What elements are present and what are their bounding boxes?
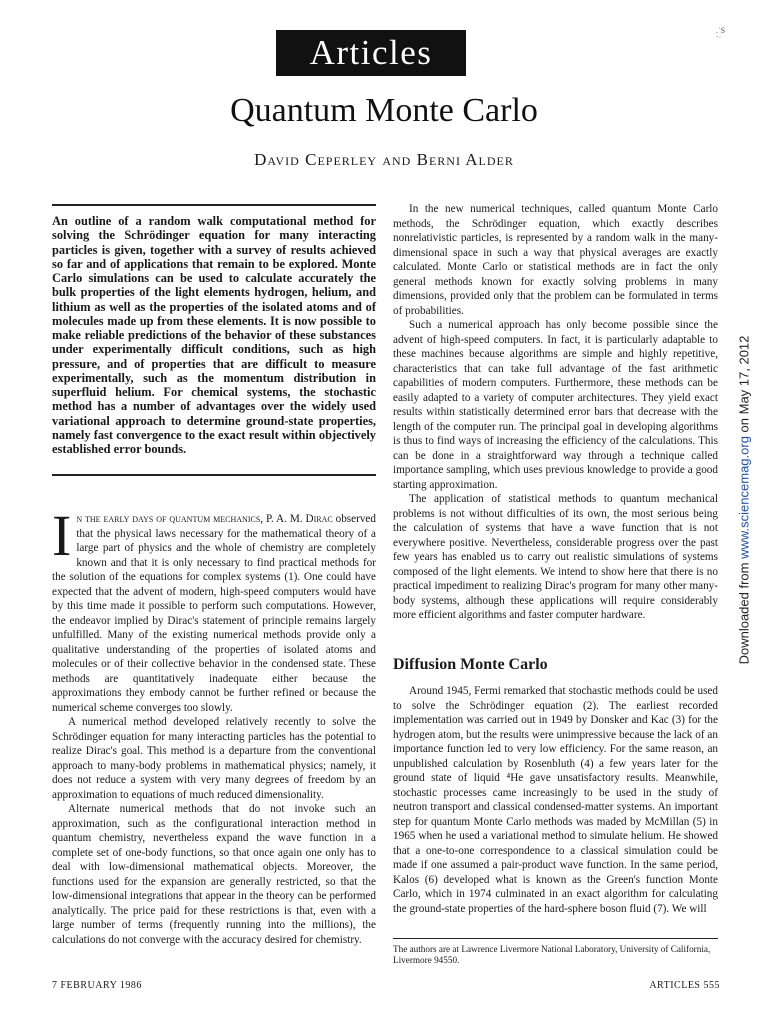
download-watermark [735, 300, 752, 700]
intro-paragraph-rest: observed that the physical laws necessary for the mathematical theory of a large part of physics and the whole of chemistry are completely known and that it is only necessary to find practical methods for the solution of the equations for complex systems (1). One could have expected that the advent of modern, high-speed computers would have by this time made it possible to perform such computations. However, the endeavor implied by Dirac's statement of principle remains largely unfulfilled. Many of the existing numerical methods provide only a qualitative understanding of the properties of isolated atoms and molecules or of their collective behavior in the condensed state. These methods are quantitatively inadequate either because the approximations they embody cannot be further refined or because the numerical scheme converges too slowly. [52, 513, 376, 714]
article-title: Quantum Monte Carlo [230, 92, 538, 129]
watermark-link[interactable]: www.sciencemag.org [736, 436, 751, 559]
body-paragraph: Alternate numerical methods that do not invoke such an approximation, such as the configurational interaction method in quantum chemistry, nevertheless expand the wave function in a complete set of one-body functions, so that once again one only has to deal with low-dimensional mathematical objects. Moreover, the functions used for the expansion are generally restricted, so that the low-dimensional integrations that appear in the theory can be performed analytically. The price paid for these restrictions is that, even with a large number of terms (frequently running into the millions), the calculations do not converge with the accuracy desired for chemistry. [52, 803, 376, 946]
corner-mark: .˙S `˙ [716, 26, 726, 44]
body-paragraph: Such a numerical approach has only become possible since the advent of high-speed computers. In fact, it is particularly adaptable to these machines because algorithms are simple and highly repetitive, characteristics that can take full advantage of the fast arithmetic capabilities of modern computers. Furthermore, these methods can be easily adapted to a variety of computer architectures. They yield exact results within statistically determined error bars that decrease with the length of the computer run. The principal goal in developing algorithms is thus to find ways of increasing the efficiency of the calculations. This can be done in a straightforward way through a technique called importance sampling, which uses previous knowledge to provide a good starting approximation. [393, 319, 718, 491]
abstract-bottom-rule [52, 474, 376, 476]
section-label: Articles [309, 33, 433, 72]
body-paragraph: In the new numerical techniques, called quantum Monte Carlo methods, the Schrödinger equation, which exactly describes nonrelativistic particles, is represented by a random walk in the many-dimensional space in such a way that physical averages are exactly calculated. Monte Carlo or statistical methods are in fact the only general methods known for exactly solving problems in many dimensions, provided only that the problem can be formulated in terms of probabilities. [393, 203, 718, 317]
footnote-rule [393, 938, 718, 939]
abstract-top-rule [52, 204, 376, 206]
body-paragraph: The application of statistical methods to quantum mechanical problems is not without difficulties of its own, the most serious being the calculation of systems that have a wave function that is not everywhere positive. Nevertheless, considerable progress over the past few years has enabled us to carry out realistic simulations of systems composed of the light elements. We intend to show here that there is no practical impediment to realizing Dirac's program for many other many-body systems, although these applications will require considerably more efficient algorithms and faster computer hardware. [393, 493, 718, 621]
body-paragraph: A numerical method developed relatively recently to solve the Schrödinger equation for many interacting particles has the potential to realize Dirac's goal. This method is a departure from the conventional approach to many-body problems in mathematical physics; namely, it does not reduce a system with very many degrees of freedom by an approximation to equations of much reduced dimensionality. [52, 716, 376, 801]
section-heading: Diffusion Monte Carlo [393, 656, 548, 673]
footer-page: ARTICLES 555 [649, 980, 720, 991]
author-footnote: The authors are at Lawrence Livermore National Laboratory, University of California, Livermore 94550. [393, 944, 711, 965]
body-paragraph: Around 1945, Fermi remarked that stochastic methods could be used to solve the Schrödinger equation (2). The earliest recorded implementation was carried out in 1949 by Donsker and Kac (3) for the hydrogen atom, but the results were unimpressive because the lack of an importance function led to very low efficiency. For the same reason, an unpublished calculation by Rosenbluth (4) a few years later for the ground state of liquid ⁴He gave unsatisfactory results. Meanwhile, stochastic processes came increasingly to be used in the study of neutron transport and classical condensed-matter systems. An important step for quantum Monte Carlo methods was maded by McMillan (5) in 1965 when he used a variational method to simulate helium. He showed that a one-to-one correspondence to a classical simulation could be made if one assumed a pair-product wave function. In the same period, Kalos (6) developed what is known as the Green's function Monte Carlo, which in 1974 culminated in an exact algorithm for calculating the ground-state properties of the hard-sphere boson fluid (7). We will [393, 685, 718, 915]
abstract-text: An outline of a random walk computational method for solving the Schrödinger equation for many interacting particles is given, together with a survey of results achieved so far and of applications that remain to be explored. Monte Carlo simulations can be used to calculate accurately the bulk properties of the light elements hydrogen, helium, and lithium as well as the properties of the isolated atoms and of molecules made up from these elements. It is now possible to make reliable predictions of the behavior of these substances under experimentally difficult conditions, such as high pressure, and of properties that are difficult to measure experimentally, such as the momentum distribution in superfluid helium. For chemical systems, the stochastic method has a number of advantages over the widely used variational approach to determine ground-state properties, namely fast convergence to the exact result within objectively established error bounds. [52, 214, 376, 456]
section-banner [276, 30, 466, 76]
footer-date: 7 FEBRUARY 1986 [52, 980, 142, 991]
article-authors: David Ceperley and Berni Alder [254, 150, 514, 169]
left-column [52, 503, 376, 947]
right-column [393, 202, 718, 623]
watermark-suffix: on May 17, 2012 [736, 335, 751, 437]
intro-paragraph [52, 503, 376, 715]
watermark-prefix: Downloaded from [736, 558, 751, 665]
dropcap: I [52, 503, 72, 568]
lead-in: n the early days of quantum mechanics, P. A. M. Dirac [76, 513, 333, 525]
right-column-section [393, 684, 718, 916]
